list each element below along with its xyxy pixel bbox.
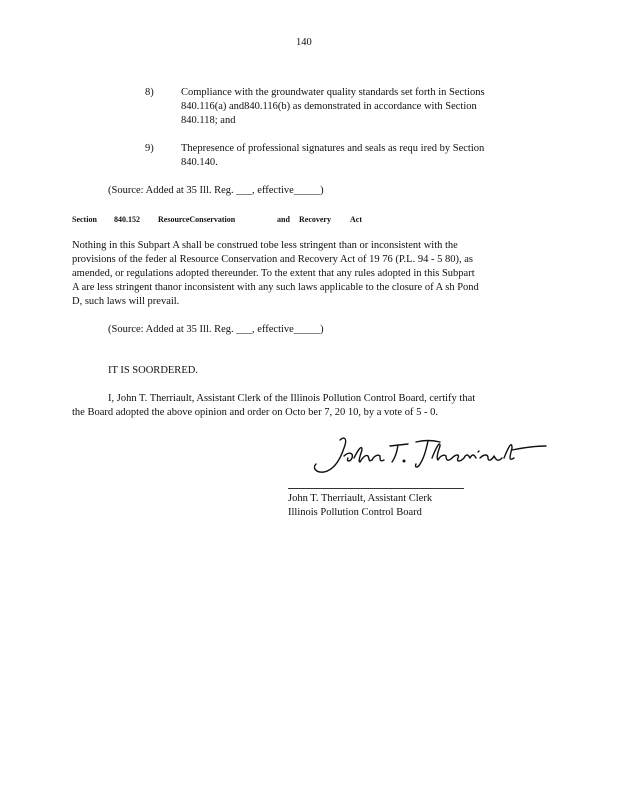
text-line: Compliance with the groundwater quality standards set forth in Sections xyxy=(181,87,485,98)
section-title: Act xyxy=(350,215,362,224)
order-statement: IT IS SOORDERED. xyxy=(108,365,198,376)
certification-paragraph xyxy=(72,392,475,420)
text-line: 840.116(a) and840.116(b) as demonstrated in accordance with Section xyxy=(181,101,477,112)
section-title: Recovery xyxy=(299,215,331,224)
text-line: the Board adopted the above opinion and order on Octo ber 7, 20 10, by a vote of 5 - 0. xyxy=(72,407,438,418)
list-item-number: 8) xyxy=(145,87,154,98)
section-label: Section xyxy=(72,215,97,224)
signature-image xyxy=(300,428,550,480)
text-line: Thepresence of professional signatures and seals as requ ired by Section xyxy=(181,143,485,154)
text-line: Nothing in this Subpart A shall be construed tobe less stringent than or inconsistent with the xyxy=(72,240,458,251)
section-title: ResourceConservation xyxy=(158,215,236,224)
signer-organization: Illinois Pollution Control Board xyxy=(288,507,422,518)
text-line: 840.118; and xyxy=(181,115,236,126)
source-note: (Source: Added at 35 Ill. Reg. ___, effective_____) xyxy=(108,324,324,335)
section-title: and xyxy=(277,215,290,224)
signer-name: John T. Therriault, Assistant Clerk xyxy=(288,493,433,504)
body-paragraph xyxy=(72,239,479,309)
source-note: (Source: Added at 35 Ill. Reg. ___, effective_____) xyxy=(108,185,324,196)
list-item-number: 9) xyxy=(145,143,154,154)
text-line: D, such laws will prevail. xyxy=(72,296,180,307)
section-number: 840.152 xyxy=(114,215,140,224)
list-item-text xyxy=(181,142,484,170)
signer-block xyxy=(288,492,432,520)
signature-line xyxy=(288,488,464,489)
text-line: 840.140. xyxy=(181,157,218,168)
text-line: provisions of the feder al Resource Conservation and Recovery Act of 19 76 (P.L. 94 - 5 80), as xyxy=(72,254,473,265)
text-line: amended, or regulations adopted thereunder. To the extent that any rules adopted in this Subpart xyxy=(72,268,475,279)
list-item-text xyxy=(181,86,485,128)
page-number: 140 xyxy=(296,37,312,48)
text-line: I, John T. Therriault, Assistant Clerk of the Illinois Pollution Control Board, certify that xyxy=(108,393,476,404)
text-line: A are less stringent thanor inconsistent with any such laws applicable to the closure of A sh Pond xyxy=(72,282,479,293)
